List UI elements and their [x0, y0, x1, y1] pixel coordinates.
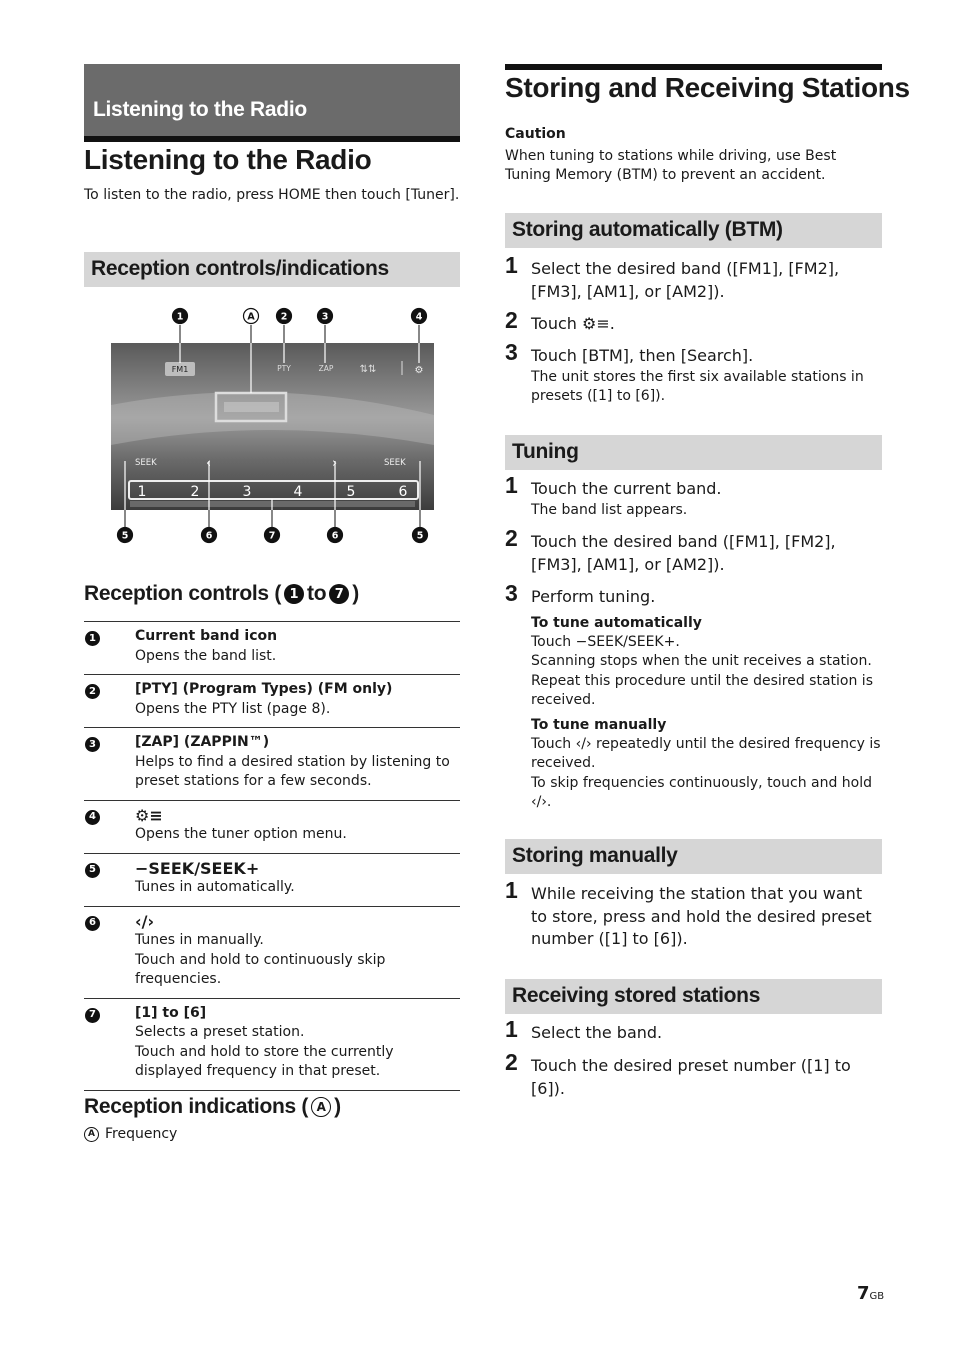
tuner-screen-svg — [110, 305, 435, 550]
callout-label: 1 — [176, 311, 184, 323]
section-header-label: Listening to the Radio — [93, 98, 307, 121]
callout-number-icon: 4 — [85, 810, 100, 825]
control-row — [84, 675, 460, 728]
page-title-listening: Listening to the Radio — [84, 144, 372, 175]
control-description: Selects a preset station. — [135, 1024, 305, 1040]
preset-button-label: 4 — [293, 484, 303, 500]
btm-step-2: 2 Touch ⚙≡. — [505, 307, 615, 333]
reception-indications-heading: Reception indications ( A ) — [84, 1095, 341, 1118]
btm-step-1: 1 Select the desired band ([FM1], [FM2], [FM3], [AM1], or [AM2]). — [505, 252, 840, 301]
option-menu-icon: ⚙ — [414, 365, 424, 376]
callout-label: 3 — [321, 311, 329, 323]
control-title: ⚙≡ — [135, 805, 163, 825]
tuning-step-3: 3 Perform tuning. To tune automatically Touch −SEEK/SEEK+. Scanning stops when the unit receives a station. Repeat this procedure until the desired station is received. To tune manually Touch ‹/› repeatedly until the desired frequency is received. To skip frequencies continuously, touch and hold ‹/›. — [505, 580, 881, 810]
control-description: Touch and hold to continuously skip frequencies. — [135, 951, 386, 987]
page-number: 7GB — [857, 1283, 885, 1304]
seek-plus-label: SEEK — [384, 458, 406, 468]
control-description: Opens the tuner option menu. — [135, 826, 347, 842]
callout-number-icon: 2 — [85, 684, 100, 699]
callout-number-icon: 1 — [85, 631, 100, 646]
callout-number-icon: 7 — [85, 1008, 100, 1023]
reception-controls-indications-heading: Reception controls/indications — [84, 252, 460, 287]
control-row — [84, 801, 460, 854]
tuning-heading: Tuning — [505, 435, 882, 470]
callout-label: 4 — [415, 311, 423, 323]
callout-a-icon: A — [84, 1127, 99, 1142]
control-description: Touch and hold to store the currently displayed frequency in that preset. — [135, 1043, 394, 1079]
storing-manually-step-1: 1 While receiving the station that you want to store, press and hold the desired preset number ([1] to [6]). — [505, 877, 872, 948]
indications-frequency: A Frequency — [84, 1126, 177, 1142]
control-description: Tunes in automatically. — [135, 879, 295, 895]
intro-text: To listen to the radio, press HOME then touch [Tuner]. — [84, 187, 460, 203]
control-description: Helps to find a desired station by listening to preset stations for a few seconds. — [135, 753, 450, 789]
callout-number-icon: 5 — [85, 863, 100, 878]
callout-a-icon: A — [311, 1097, 331, 1117]
receiving-step-2: 2 Touch the desired preset number ([1] to [6]). — [505, 1049, 851, 1098]
callout-label: 6 — [331, 530, 339, 542]
callout-label: 5 — [121, 530, 129, 542]
callout-1-icon: 1 — [284, 584, 304, 604]
preset-button-label: 6 — [398, 484, 408, 500]
reception-controls-heading: Reception controls ( 1 to 7 ) — [84, 582, 359, 605]
right-title-bar — [505, 64, 882, 70]
control-description: Opens the band list. — [135, 647, 277, 664]
caution-text: When tuning to stations while driving, use Best Tuning Memory (BTM) to prevent an accident. — [505, 148, 837, 183]
control-title: −SEEK/SEEK+ — [135, 858, 260, 878]
storing-manually-heading: Storing manually — [505, 839, 882, 874]
callout-number-icon: 3 — [85, 737, 100, 752]
control-row — [84, 622, 460, 675]
preset-button-label: 3 — [242, 484, 252, 500]
btm-step-3: 3 Touch [BTM], then [Search]. The unit stores the first six available stations in presets ([1] to [6]). — [505, 339, 864, 404]
reception-controls-table — [84, 621, 460, 1091]
pty-label: PTY — [277, 364, 291, 373]
tuner-screen-figure — [110, 305, 435, 550]
control-row — [84, 854, 460, 907]
receiving-stored-heading: Receiving stored stations — [505, 979, 882, 1014]
callout-label: 2 — [280, 311, 288, 323]
caution-label: Caution — [505, 126, 566, 142]
callout-number-icon: 6 — [85, 916, 100, 931]
callout-7-icon: 7 — [329, 584, 349, 604]
page-title-storing: Storing and Receiving Stations — [505, 72, 910, 103]
seek-minus-label: SEEK — [135, 458, 157, 468]
receiving-step-1: 1 Select the band. — [505, 1016, 663, 1042]
control-title: Current band icon — [135, 628, 278, 644]
control-title: ‹/› — [135, 911, 155, 931]
control-row — [84, 728, 460, 801]
control-row — [84, 999, 460, 1091]
control-row — [84, 907, 460, 999]
callout-label: A — [247, 311, 255, 323]
control-title: [ZAP] (ZAPPIN™) — [135, 734, 270, 750]
tuning-step-1: 1 Touch the current band. The band list appears. — [505, 472, 722, 518]
control-description: Opens the PTY list (page 8). — [135, 700, 331, 717]
eq-icon: ⇅⇅ — [359, 364, 377, 375]
callout-label: 6 — [205, 530, 213, 542]
control-description: Tunes in manually. — [135, 932, 264, 948]
chevron-right-icon: › — [332, 456, 338, 471]
band-label: FM1 — [171, 365, 189, 374]
control-title: [1] to [6] — [135, 1004, 207, 1021]
chevron-left-icon: ‹ — [206, 456, 212, 471]
section-header — [84, 64, 460, 136]
tuning-step-2: 2 Touch the desired band ([FM1], [FM2], [FM3], [AM1], or [AM2]). — [505, 525, 836, 574]
zap-label: ZAP — [318, 364, 334, 373]
preset-button-label: 2 — [190, 484, 200, 500]
section-divider — [84, 136, 460, 142]
callout-label: 7 — [268, 530, 276, 542]
preset-button-label: 5 — [346, 484, 356, 500]
control-title: [PTY] (Program Types) (FM only) — [135, 681, 393, 697]
btm-heading: Storing automatically (BTM) — [505, 213, 882, 248]
preset-button-label: 1 — [137, 484, 147, 500]
callout-label: 5 — [416, 530, 424, 542]
